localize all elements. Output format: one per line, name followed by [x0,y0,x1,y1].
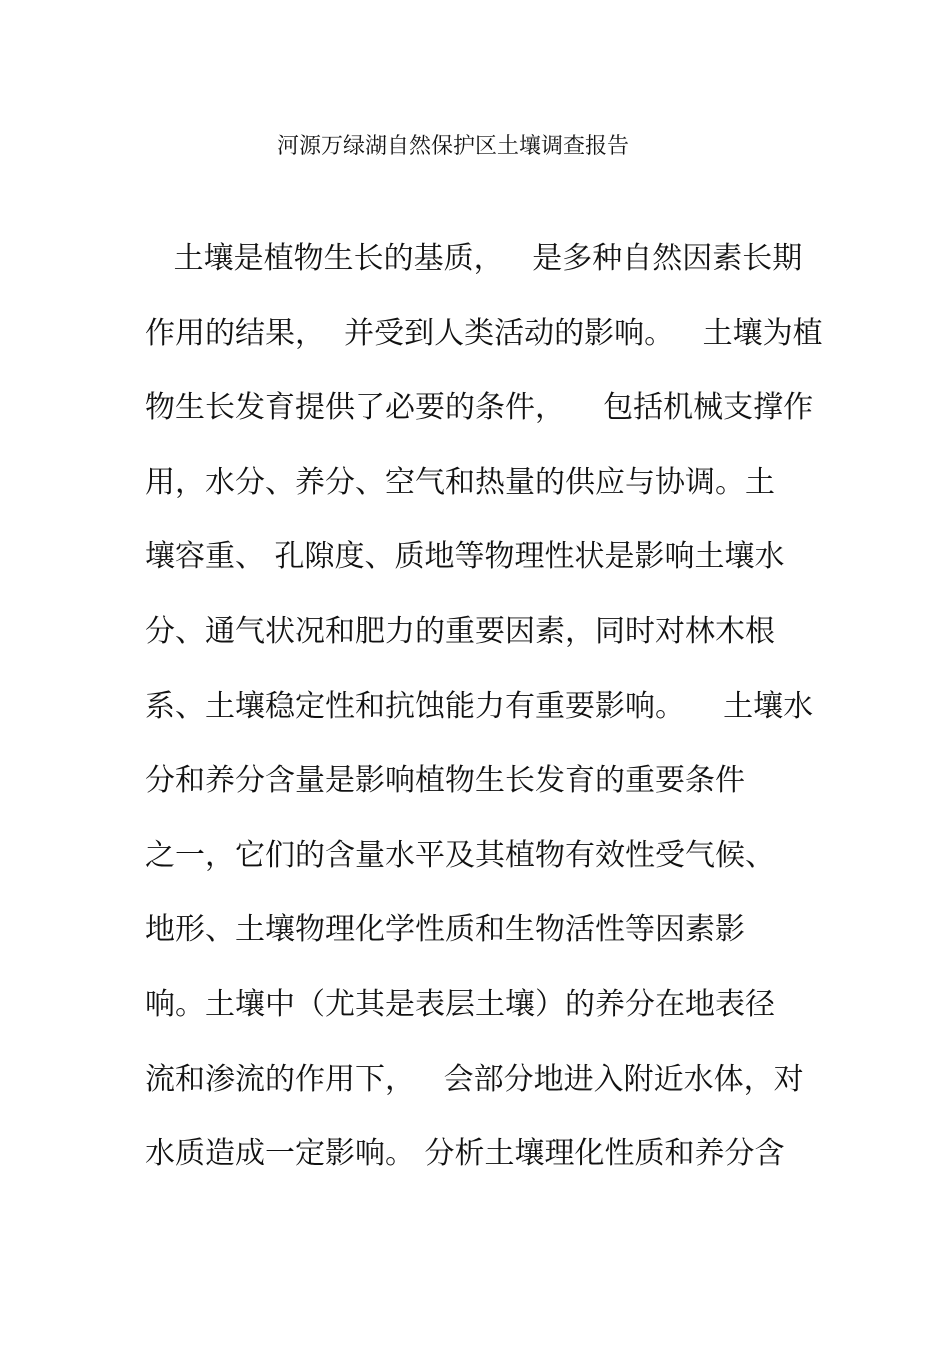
paragraph-line: 地形、土壤物理化学性质和生物活性等因素影 [145,912,745,948]
paragraph-line: 响。土壤中（尤其是表层土壤）的养分在地表径 [145,986,775,1022]
paragraph-line: 系、土壤稳定性和抗蚀能力有重要影响。 土壤水 [145,688,814,724]
document-title: 河源万绿湖自然保护区土壤调查报告 [276,134,629,159]
paragraph-line: 之一，它们的含量水平及其植物有效性受气候、 [145,837,775,873]
paragraph-line: 物生长发育提供了必要的条件， 包括机械支撑作 [145,390,814,426]
paragraph-line: 水质造成一定影响。 分析土壤理化性质和养分含 [145,1136,785,1172]
paragraph-line: 壤容重、 孔隙度、质地等物理性状是影响土壤水 [145,539,785,575]
paragraph-line: 流和渗流的作用下， 会部分地进入附近水体，对 [145,1061,804,1097]
paragraph-line: 用，水分、养分、空气和热量的供应与协调。土 [145,464,775,500]
paragraph-line: 土壤是植物生长的基质， 是多种自然因素长期 [145,241,803,276]
paragraph-line: 分、通气状况和肥力的重要因素，同时对林木根 [145,613,775,649]
paragraph-line: 分和养分含量是影响植物生长发育的重要条件 [145,763,745,799]
paragraph-line: 作用的结果， 并受到人类活动的影响。 土壤为植 [145,315,823,351]
body-paragraph [145,235,825,1205]
